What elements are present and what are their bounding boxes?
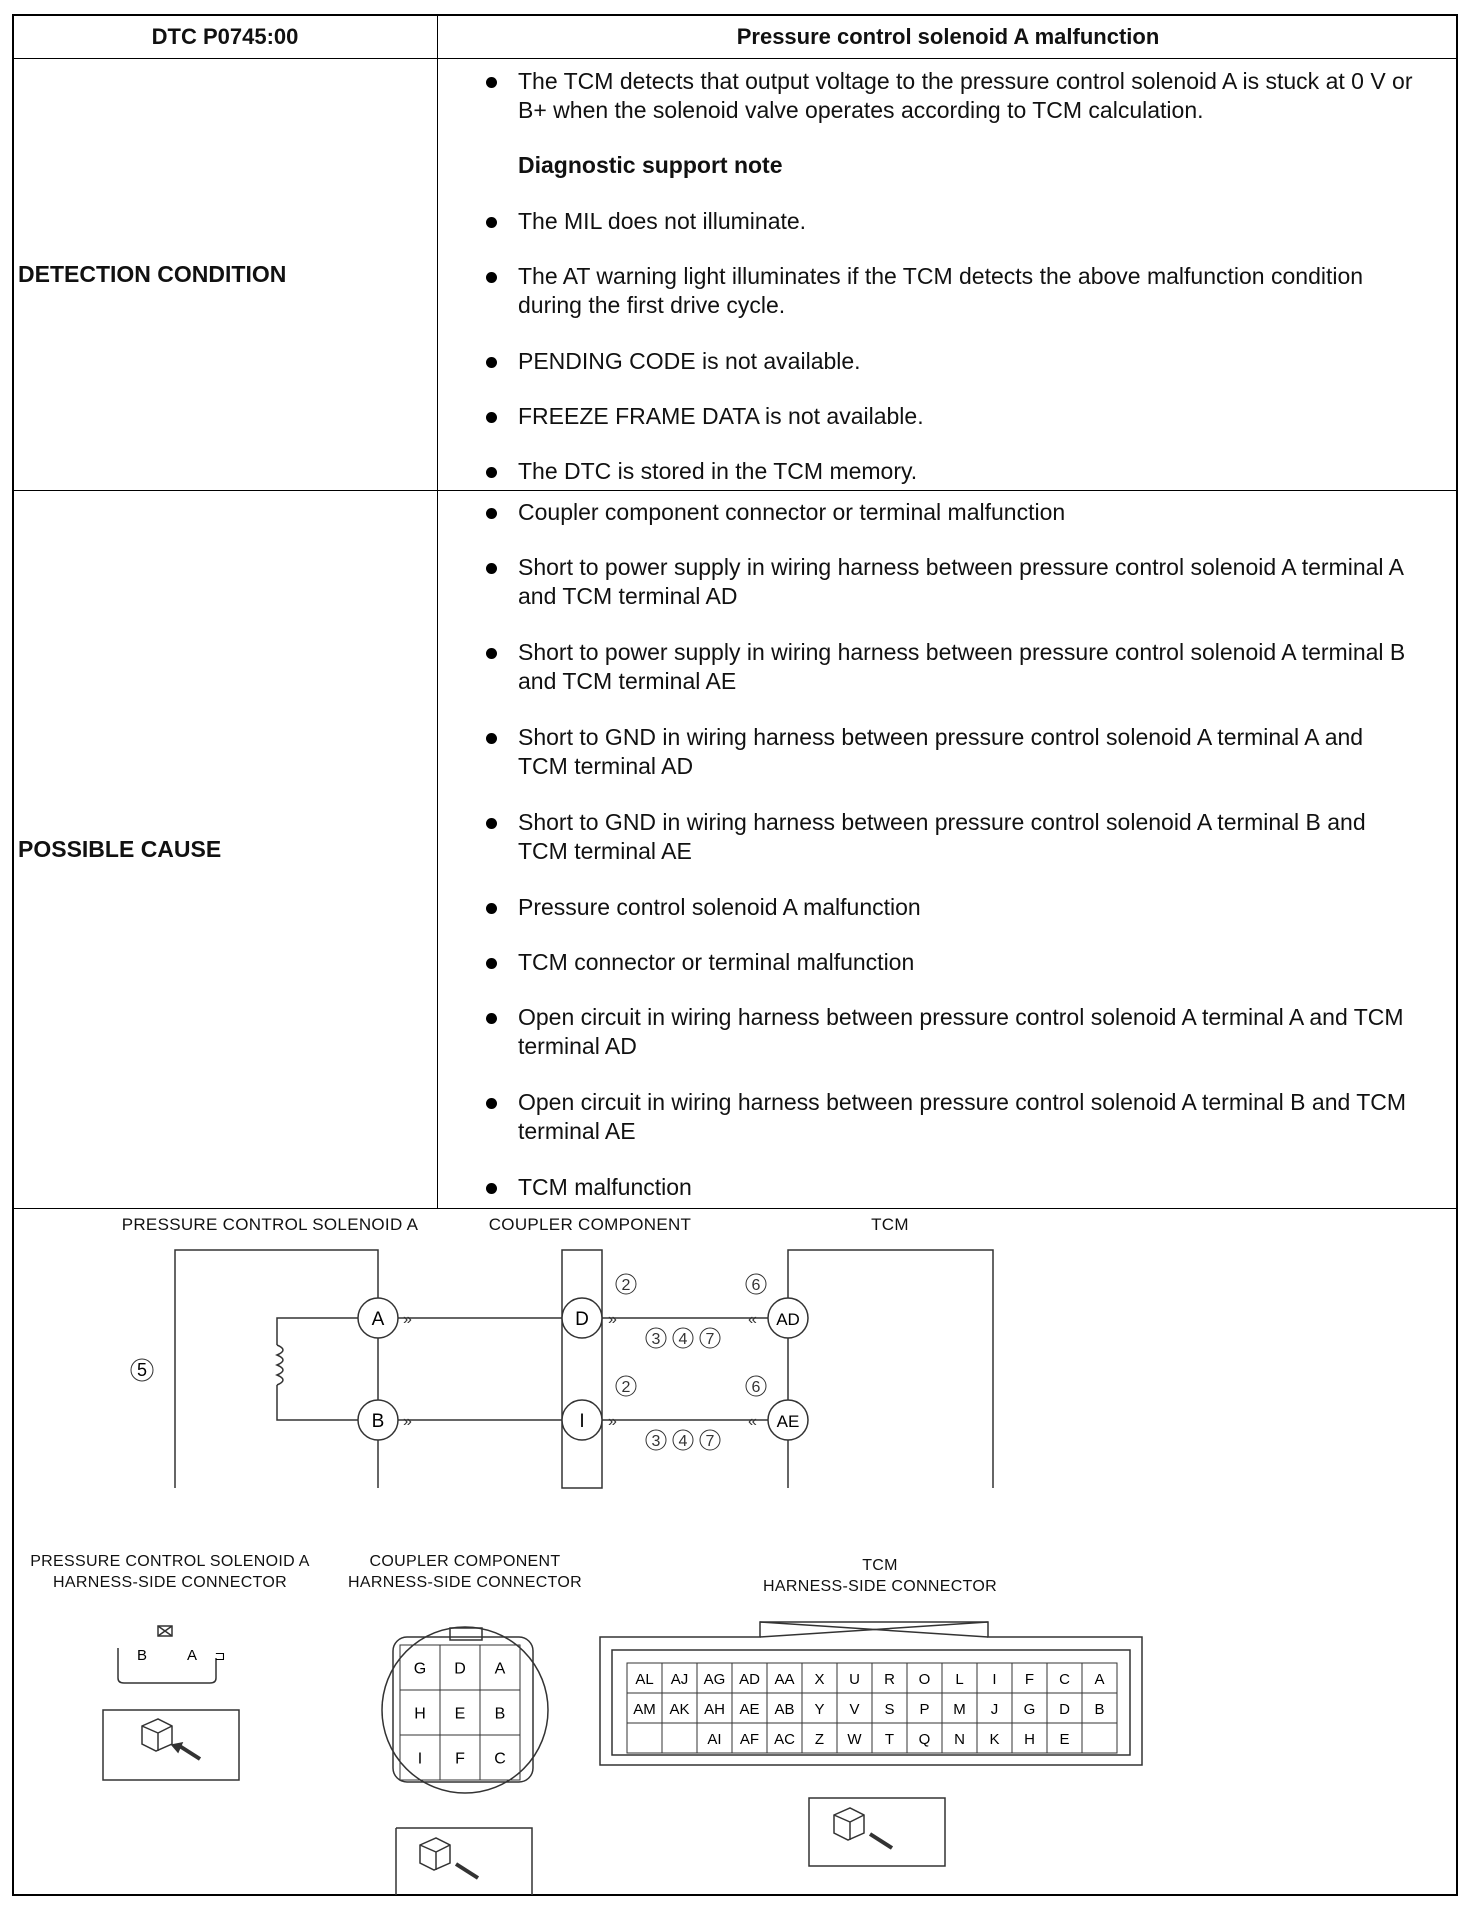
- svg-text:»: »: [403, 1413, 412, 1430]
- svg-text:»: »: [608, 1413, 617, 1430]
- solenoid-connector-title-2: HARNESS-SIDE CONNECTOR: [53, 1574, 287, 1591]
- svg-text:7: 7: [705, 1433, 715, 1450]
- tcm-pin-label: N: [954, 1731, 965, 1748]
- coupler-connector-title-1: COUPLER COMPONENT: [369, 1553, 561, 1570]
- tcm-pin-label: AG: [703, 1671, 726, 1688]
- cause-label: POSSIBLE CAUSE: [18, 836, 222, 862]
- dtc-code: DTC P0745:00: [151, 24, 299, 49]
- tcm-pin-label: V: [849, 1701, 860, 1718]
- tcm-pin-label: R: [884, 1671, 895, 1688]
- view-direction-icon: [103, 1710, 239, 1780]
- sol-pin-a: A: [186, 1647, 198, 1664]
- solenoid-connector: [118, 1626, 216, 1683]
- svg-text:«: «: [748, 1311, 757, 1328]
- tcm-pin-label: X: [814, 1671, 825, 1688]
- svg-text:7: 7: [705, 1331, 715, 1348]
- tcm-pin-label: K: [989, 1731, 1000, 1748]
- tcm-pin-cell: [627, 1723, 662, 1753]
- coupler-pin-label: G: [413, 1660, 427, 1678]
- svg-text:6: 6: [751, 1277, 761, 1294]
- diagnostic-support-note: Diagnostic support note: [518, 152, 783, 178]
- tcm-pin-label: AA: [774, 1671, 795, 1688]
- svg-text:⊐: ⊐: [214, 1648, 226, 1663]
- tcm-connector-title-2: HARNESS-SIDE CONNECTOR: [763, 1578, 997, 1595]
- wiring-coupler-label: COUPLER COMPONENT: [488, 1215, 692, 1234]
- tcm-pin-label: AF: [739, 1731, 760, 1748]
- tcm-pin-label: AD: [739, 1671, 760, 1688]
- tcm-pin-label: AM: [633, 1701, 656, 1718]
- detection-label: DETECTION CONDITION: [18, 261, 287, 287]
- view-direction-icon: [809, 1798, 945, 1866]
- tcm-pin-label: I: [992, 1671, 997, 1688]
- tcm-pin-grid: [627, 1663, 1117, 1753]
- svg-text:B: B: [371, 1411, 385, 1432]
- svg-text:3: 3: [651, 1433, 661, 1450]
- svg-text:3: 3: [651, 1331, 661, 1348]
- tcm-pin-label: AJ: [670, 1671, 689, 1688]
- tcm-pin-label: AB: [774, 1701, 795, 1718]
- wiring-tcm-label: TCM: [871, 1215, 909, 1234]
- tcm-pin-label: A: [1094, 1671, 1105, 1688]
- svg-text:«: «: [748, 1413, 757, 1430]
- svg-text:»: »: [403, 1311, 412, 1328]
- svg-text:4: 4: [678, 1433, 688, 1450]
- svg-text:2: 2: [621, 1277, 631, 1294]
- svg-text:A: A: [371, 1309, 385, 1330]
- svg-text:AD: AD: [776, 1310, 800, 1329]
- coupler-pin-label: I: [417, 1750, 423, 1768]
- svg-text:AE: AE: [776, 1412, 800, 1431]
- svg-text:4: 4: [678, 1331, 688, 1348]
- tcm-pin-label: T: [884, 1731, 895, 1748]
- tcm-pin-label: H: [1024, 1731, 1035, 1748]
- coupler-pin-label: A: [494, 1660, 506, 1678]
- tcm-pin-label: U: [849, 1671, 860, 1688]
- svg-text:2: 2: [621, 1379, 631, 1396]
- tcm-pin-label: AK: [669, 1701, 690, 1718]
- tcm-pin-label: W: [847, 1731, 862, 1748]
- tcm-pin-label: F: [1024, 1671, 1035, 1688]
- wiring-solenoid-label: PRESSURE CONTROL SOLENOID A: [121, 1215, 419, 1234]
- view-direction-icon: [396, 1828, 532, 1895]
- solenoid-ref: 5: [136, 1360, 148, 1380]
- tcm-connector-title-1: TCM: [862, 1557, 898, 1574]
- tcm-pin-label: L: [955, 1671, 964, 1688]
- tcm-pin-label: E: [1059, 1731, 1070, 1748]
- tcm-pin-label: Z: [814, 1731, 825, 1748]
- sol-pin-b: B: [136, 1647, 148, 1664]
- tcm-pin-cell: [662, 1723, 697, 1753]
- svg-text:6: 6: [751, 1379, 761, 1396]
- coupler-pin-label: B: [494, 1705, 506, 1723]
- tcm-pin-label: Y: [814, 1701, 825, 1718]
- solenoid-connector-title-1: PRESSURE CONTROL SOLENOID A: [30, 1553, 310, 1570]
- tcm-pin-label: G: [1023, 1701, 1036, 1718]
- tcm-pin-label: AH: [704, 1701, 725, 1718]
- tcm-pin-label: AL: [635, 1671, 654, 1688]
- coupler-pin-label: D: [454, 1660, 466, 1678]
- svg-text:I: I: [579, 1411, 585, 1432]
- tcm-pin-label: Q: [918, 1731, 931, 1748]
- tcm-pin-label: S: [884, 1701, 895, 1718]
- tcm-pin-label: AE: [739, 1701, 760, 1718]
- coupler-pin-label: C: [494, 1750, 506, 1768]
- tcm-pin-label: J: [990, 1701, 999, 1718]
- tcm-pin-label: D: [1059, 1701, 1070, 1718]
- dtc-title: Pressure control solenoid A malfunction: [736, 24, 1160, 49]
- tcm-pin-label: P: [919, 1701, 930, 1718]
- tcm-pin-label: M: [953, 1701, 966, 1718]
- coupler-pin-label: H: [414, 1705, 426, 1723]
- coupler-pin-label: E: [454, 1705, 466, 1723]
- tcm-pin-label: AI: [707, 1731, 722, 1748]
- tcm-pin-cell: [1082, 1723, 1117, 1753]
- coupler-pin-grid: [400, 1645, 520, 1780]
- svg-text:»: »: [608, 1311, 617, 1328]
- tcm-pin-label: AC: [774, 1731, 795, 1748]
- coupler-connector-title-2: HARNESS-SIDE CONNECTOR: [348, 1574, 582, 1591]
- coupler-pin-label: F: [455, 1750, 465, 1768]
- tcm-pin-label: O: [918, 1671, 931, 1688]
- tcm-pin-label: B: [1094, 1701, 1105, 1718]
- tcm-pin-label: C: [1059, 1671, 1070, 1688]
- svg-text:D: D: [575, 1309, 589, 1330]
